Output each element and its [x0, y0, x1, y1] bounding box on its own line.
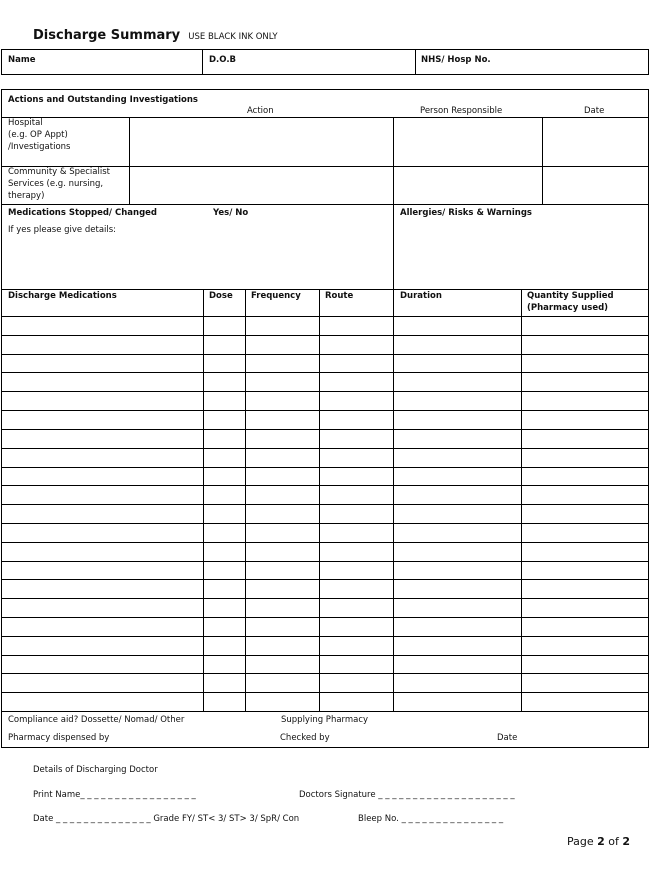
table-row[interactable]: [1, 467, 649, 486]
discharge-meds-duration-header: Duration: [400, 291, 442, 301]
table-row[interactable]: [1, 429, 649, 448]
print-name-field[interactable]: Print Name_ _ _ _ _ _ _ _ _ _ _ _ _ _ _ _ _: [33, 790, 196, 800]
actions-col-person: Person Responsible: [420, 106, 503, 116]
doctor-details-heading: Details of Discharging Doctor: [33, 765, 158, 775]
pharmacy-date-field[interactable]: Date: [497, 733, 518, 743]
table-row[interactable]: [1, 523, 649, 542]
table-row[interactable]: [1, 391, 649, 410]
actions-col-action: Action: [247, 106, 274, 116]
actions-row-community: Community & Specialist Services (e.g. nursing, therapy): [8, 167, 110, 201]
table-row[interactable]: [1, 673, 649, 692]
allergies-heading: Allergies/ Risks & Warnings: [400, 208, 532, 218]
nhs-number-field[interactable]: NHS/ Hosp No.: [421, 55, 491, 65]
table-row[interactable]: [1, 636, 649, 655]
table-row[interactable]: [1, 316, 649, 335]
table-row[interactable]: [1, 692, 649, 711]
discharge-meds-quantity-header: Quantity Supplied (Pharmacy used): [527, 291, 614, 313]
doctor-signature-field[interactable]: Doctors Signature _ _ _ _ _ _ _ _ _ _ _ _ _ _ _ _ _ _ _ _: [299, 790, 515, 800]
table-row[interactable]: [1, 485, 649, 504]
bleep-number-field[interactable]: Bleep No. _ _ _ _ _ _ _ _ _ _ _ _ _ _ _: [358, 814, 504, 824]
table-row[interactable]: [1, 579, 649, 598]
table-row[interactable]: [1, 542, 649, 561]
table-row[interactable]: [1, 410, 649, 429]
medications-stopped-heading: Medications Stopped/ Changed: [8, 208, 157, 218]
page-number: Page 2 of 2: [567, 835, 631, 848]
table-row[interactable]: [1, 335, 649, 354]
discharge-meds-frequency-header: Frequency: [251, 291, 301, 301]
medications-stopped-yes-no[interactable]: Yes/ No: [213, 208, 249, 218]
actions-row-hospital: Hospital (e.g. OP Appt) /Investigations: [8, 118, 71, 152]
checked-by-field[interactable]: Checked by: [280, 733, 330, 743]
discharge-meds-dose-header: Dose: [209, 291, 233, 301]
name-field[interactable]: Name: [8, 55, 36, 65]
table-row[interactable]: [1, 354, 649, 373]
table-row[interactable]: [1, 504, 649, 523]
pharmacy-dispensed-by-field[interactable]: Pharmacy dispensed by: [8, 733, 110, 743]
dob-field[interactable]: D.O.B: [209, 55, 237, 65]
table-row[interactable]: [1, 617, 649, 636]
medications-stopped-details: If yes please give details:: [8, 225, 117, 235]
document-title: [33, 24, 278, 43]
table-row[interactable]: [1, 598, 649, 617]
title-subtitle: USE BLACK INK ONLY: [188, 32, 278, 42]
table-row[interactable]: [1, 372, 649, 391]
table-row[interactable]: [1, 448, 649, 467]
patient-details-row: [1, 49, 649, 75]
date-grade-field[interactable]: Date _ _ _ _ _ _ _ _ _ _ _ _ _ _ Grade FY/ ST< 3/ ST> 3/ SpR/ Con: [33, 814, 300, 824]
table-row[interactable]: [1, 655, 649, 674]
discharge-meds-route-header: Route: [325, 291, 354, 301]
actions-heading: Actions and Outstanding Investigations: [8, 95, 198, 105]
actions-col-date: Date: [584, 106, 605, 116]
compliance-aid-field[interactable]: Compliance aid? Dossette/ Nomad/ Other: [8, 715, 185, 725]
title-main: Discharge Summary: [33, 28, 181, 43]
table-row[interactable]: [1, 561, 649, 580]
discharge-meds-header: Discharge Medications: [8, 291, 117, 301]
supplying-pharmacy-field[interactable]: Supplying Pharmacy: [281, 715, 369, 725]
